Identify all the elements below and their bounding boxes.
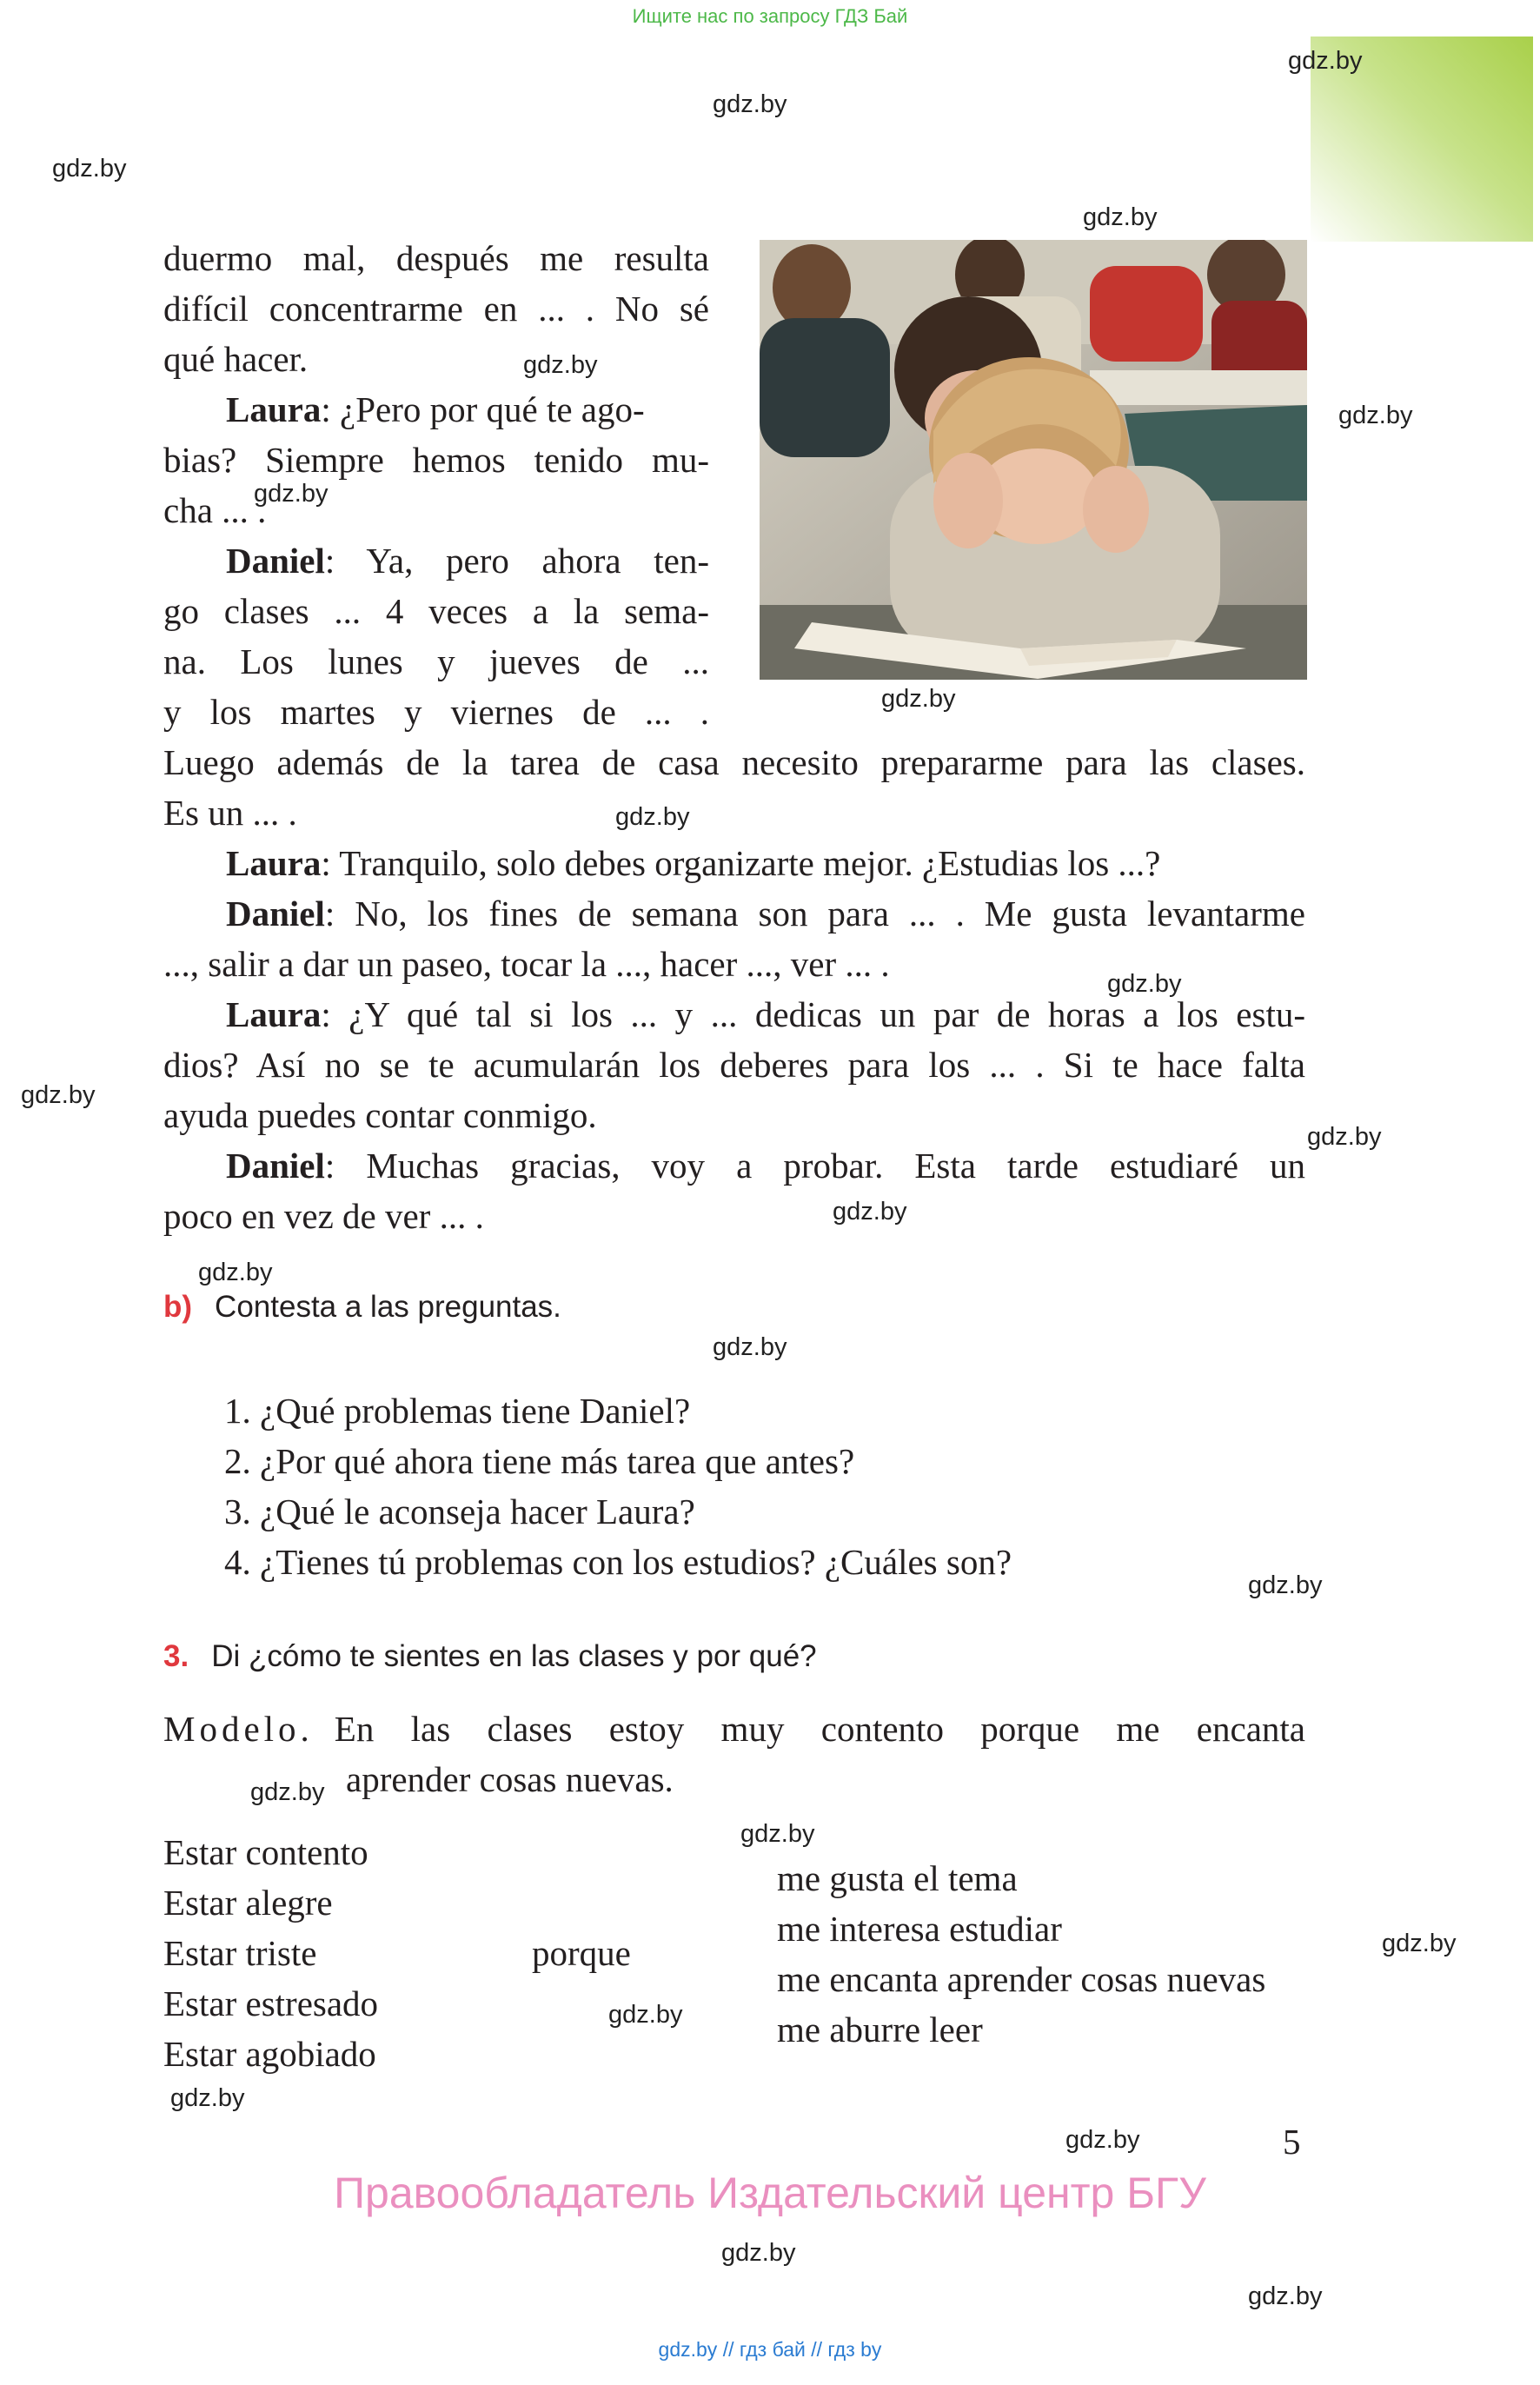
copyright-footer: Правообладатель Издательский центр БГУ <box>334 2169 1206 2217</box>
speech: : Muchas gracias, voy a probar. Esta tarde estudiaré un <box>324 1146 1305 1186</box>
dialog-line: difícil concentrarme en ... . No sé <box>163 289 709 329</box>
dialog-line <box>226 384 709 435</box>
connector-word: porque <box>532 1933 631 1973</box>
dialog-line <box>226 535 709 586</box>
feelings-column <box>163 1827 378 2079</box>
modelo-block <box>163 1704 1305 1804</box>
dialog-line <box>226 989 1305 1040</box>
modelo-line <box>163 1704 1305 1754</box>
watermark: gdz.by <box>1065 2126 1140 2154</box>
top-banner[interactable]: Ищите нас по запросу ГДЗ Бай <box>632 5 908 27</box>
speaker-laura: Laura <box>226 389 322 429</box>
watermark: gdz.by <box>713 1333 787 1361</box>
dialog-line <box>226 888 1305 939</box>
modelo-text: aprender cosas nuevas. <box>346 1759 674 1799</box>
speaker-daniel: Daniel <box>226 541 325 581</box>
watermark: gdz.by <box>721 2239 796 2267</box>
feeling-item: Estar contento <box>163 1832 368 1872</box>
speech: : ¿Y qué tal si los ... y ... dedicas un par de horas a los estu- <box>321 994 1305 1034</box>
watermark: gdz.by <box>713 90 787 118</box>
watermark: gdz.by <box>250 1778 325 1806</box>
question-item: 2. ¿Por qué ahora tiene más tarea que antes? <box>224 1441 855 1481</box>
questions-list <box>224 1385 1012 1587</box>
watermark: gdz.by <box>21 1081 96 1109</box>
question-item: 4. ¿Tienes tú problemas con los estudios? ¿Cuáles son? <box>224 1542 1012 1582</box>
watermark: gdz.by <box>608 2001 683 2029</box>
dialog-line: dios? Así no se te acumularán los deberes para los ... . Si te hace falta <box>163 1045 1305 1085</box>
watermark: gdz.by <box>1248 2282 1323 2310</box>
exercise-3-heading <box>163 1638 817 1676</box>
dialog-line <box>226 1140 1305 1191</box>
dialog-line: cha ... . <box>163 490 267 530</box>
watermark: gdz.by <box>1382 1930 1457 1957</box>
reason-item: me aburre leer <box>777 2010 983 2050</box>
watermark: gdz.by <box>1288 47 1363 75</box>
speaker-daniel: Daniel <box>226 1146 325 1186</box>
watermark: gdz.by <box>198 1259 273 1286</box>
feeling-item: Estar alegre <box>163 1883 333 1923</box>
dialog-line: poco en vez de ver ... . <box>163 1196 484 1236</box>
reason-item: me interesa estudiar <box>777 1909 1062 1949</box>
section-b-title: Contesta a las preguntas. <box>215 1290 561 1324</box>
section-b-label: b) <box>163 1290 193 1324</box>
watermark: gdz.by <box>1107 970 1182 998</box>
exercise-title: Di ¿cómo te sientes en las clases y por qué? <box>211 1639 817 1673</box>
speech: : No, los fines de semana son para ... . Me gusta levantarme <box>324 894 1305 933</box>
watermark: gdz.by <box>52 155 127 183</box>
bottom-links[interactable]: gdz.by // гдз бай // гдз by <box>658 2338 882 2361</box>
watermark: gdz.by <box>1307 1123 1382 1151</box>
watermark: gdz.by <box>1083 203 1158 231</box>
dialog-line: na. Los lunes y jueves de ... <box>163 641 709 681</box>
watermark: gdz.by <box>740 1820 815 1848</box>
question-item: 1. ¿Qué problemas tiene Daniel? <box>224 1391 691 1431</box>
watermark: gdz.by <box>1248 1571 1323 1599</box>
dialog-line: Luego además de la tarea de casa necesito prepararme para las clases. <box>163 742 1305 782</box>
watermark: gdz.by <box>254 480 329 508</box>
watermark: gdz.by <box>615 803 690 831</box>
dialog-line: y los martes y viernes de ... . <box>163 692 709 732</box>
speaker-laura: Laura <box>226 843 322 883</box>
dialog-line: ..., salir a dar un paseo, tocar la ..., hacer ..., ver ... . <box>163 944 890 984</box>
speech: : Tranquilo, solo debes organizarte mejor. ¿Estudias los ...? <box>321 843 1161 883</box>
dialog-line: ayuda puedes contar conmigo. <box>163 1095 597 1135</box>
speech: : Ya, pero ahora ten- <box>324 541 709 581</box>
watermark: gdz.by <box>523 351 598 379</box>
speech: : ¿Pero por qué te ago- <box>321 389 645 429</box>
watermark: gdz.by <box>881 685 956 713</box>
reason-item: me encanta aprender cosas nuevas <box>777 1959 1266 1999</box>
dialog-line: duermo mal, después me resulta <box>163 238 709 278</box>
speaker-daniel: Daniel <box>226 894 325 933</box>
dialog-line: Es un ... . <box>163 793 297 833</box>
reasons-column <box>777 1853 1265 2055</box>
feeling-item: Estar triste <box>163 1933 317 1973</box>
classroom-photo <box>760 240 1307 680</box>
question-item: 3. ¿Qué le aconseja hacer Laura? <box>224 1491 695 1531</box>
feeling-item: Estar estresado <box>163 1983 379 2023</box>
watermark: gdz.by <box>1338 402 1413 429</box>
modelo-label: Modelo. <box>163 1709 314 1749</box>
reason-item: me gusta el tema <box>777 1858 1018 1898</box>
dialog-line <box>226 838 1160 888</box>
feeling-item: Estar agobiado <box>163 2034 376 2074</box>
exercise-number: 3. <box>163 1639 189 1673</box>
dialog-line: bias? Siempre hemos tenido mu- <box>163 440 709 480</box>
watermark: gdz.by <box>833 1198 907 1226</box>
dialog-line: go clases ... 4 veces a la sema- <box>163 591 709 631</box>
section-b-heading <box>163 1288 561 1326</box>
dialog-line: qué hacer. <box>163 339 309 379</box>
speaker-laura: Laura <box>226 994 322 1034</box>
watermark: gdz.by <box>170 2084 245 2112</box>
page-number: 5 <box>1283 2122 1301 2162</box>
modelo-text: En las clases estoy muy contento porque me encanta <box>334 1709 1305 1749</box>
